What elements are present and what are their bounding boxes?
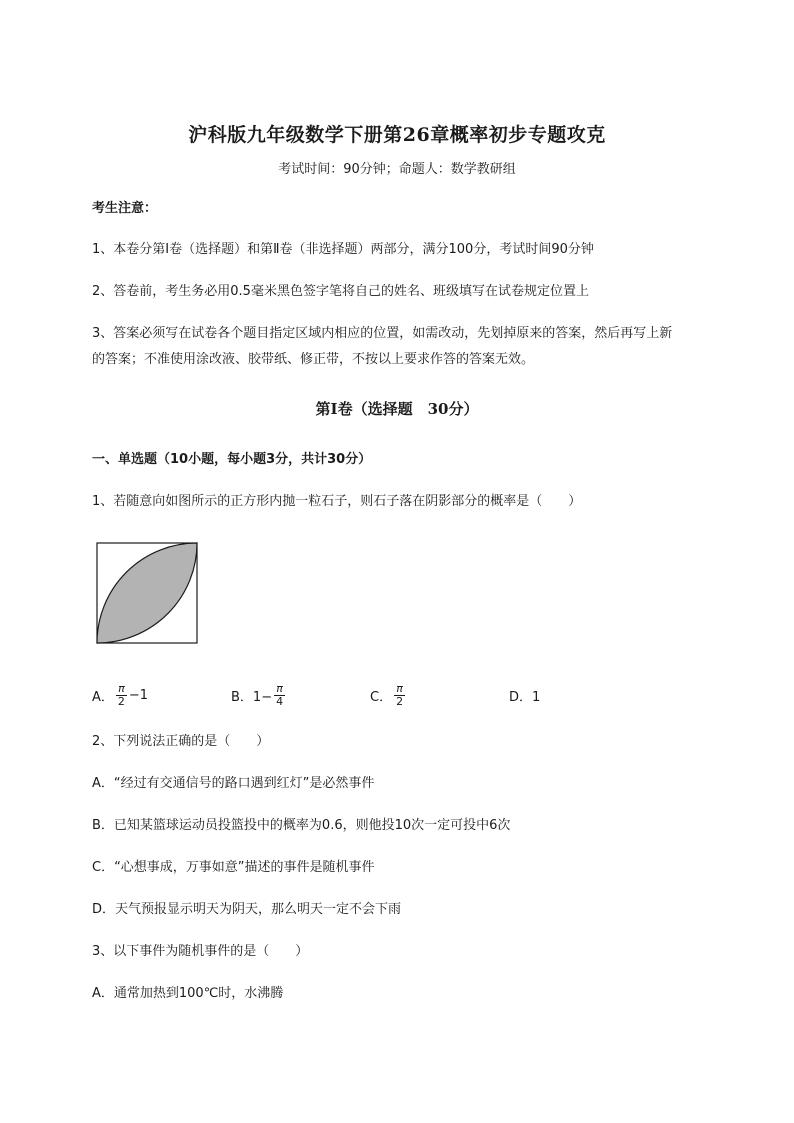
notice-item-1: 1、本卷分第I卷（选择题）和第Ⅱ卷（非选择题）两部分，满分100分，考试时间90分钟 bbox=[92, 242, 594, 257]
part-heading: 一、单选题（10小题，每小题3分，共计30分） bbox=[92, 452, 372, 467]
q1-option-a-fraction bbox=[116, 683, 127, 708]
q2-option-d: D．天气预报显示明天为阴天，那么明天一定不会下雨 bbox=[92, 902, 402, 917]
question-1-figure bbox=[96, 542, 198, 644]
notice-item-2: 2、答卷前，考生务必用0.5毫米黑色签字笔将自己的姓名、班级填写在试卷规定位置上 bbox=[92, 284, 589, 299]
fraction-numerator: π bbox=[396, 681, 403, 695]
page-title: 沪科版九年级数学下册第26章概率初步专题攻克 bbox=[188, 124, 606, 146]
exam-info: 考试时间：90分钟；命题人：数学教研组 bbox=[278, 162, 516, 177]
notice-item-3: 3、答案必须写在试卷各个题目指定区域内相应的位置，如需改动，先划掉原来的答案，然后再写上新 bbox=[92, 326, 673, 341]
q2-option-c: C．“心想事成，万事如意”描述的事件是随机事件 bbox=[92, 860, 375, 875]
q1-option-b-fraction bbox=[274, 683, 285, 708]
q1-option-a-label: A． bbox=[92, 689, 114, 705]
question-2-stem: 2、下列说法正确的是（ ） bbox=[92, 734, 270, 749]
q1-option-d bbox=[509, 680, 540, 710]
q2-option-b: B．已知某篮球运动员投篮投中的概率为0.6，则他投10次一定可投中6次 bbox=[92, 818, 511, 833]
q1-option-c-fraction bbox=[394, 683, 405, 708]
q1-option-d-label: D．1 bbox=[509, 689, 541, 705]
fraction-denominator: 2 bbox=[396, 694, 404, 708]
q1-option-a-tail: −1 bbox=[128, 687, 149, 703]
fraction-denominator: 4 bbox=[276, 694, 284, 708]
fraction-numerator: π bbox=[276, 681, 283, 695]
section-title: 第I卷（选择题 30分） bbox=[315, 400, 479, 418]
question-3-stem: 3、以下事件为随机事件的是（ ） bbox=[92, 944, 309, 959]
notice-heading: 考生注意： bbox=[92, 201, 158, 216]
q1-option-b-label: B．1− bbox=[231, 689, 273, 705]
q1-option-b bbox=[231, 680, 287, 710]
fraction-denominator: 2 bbox=[117, 694, 125, 708]
q3-option-a: A．通常加热到100℃时，水沸腾 bbox=[92, 986, 284, 1001]
q1-option-c bbox=[370, 680, 407, 710]
q1-option-a bbox=[92, 680, 148, 710]
notice-item-3-cont: 的答案；不准使用涂改液、胶带纸、修正带，不按以上要求作答的答案无效。 bbox=[92, 352, 535, 367]
fraction-numerator: π bbox=[118, 681, 125, 695]
question-1-stem: 1、若随意向如图所示的正方形内抛一粒石子，则石子落在阴影部分的概率是（ ） bbox=[92, 494, 582, 509]
q1-option-c-label: C． bbox=[370, 689, 393, 705]
q2-option-a: A．“经过有交通信号的路口遇到红灯”是必然事件 bbox=[92, 776, 375, 791]
